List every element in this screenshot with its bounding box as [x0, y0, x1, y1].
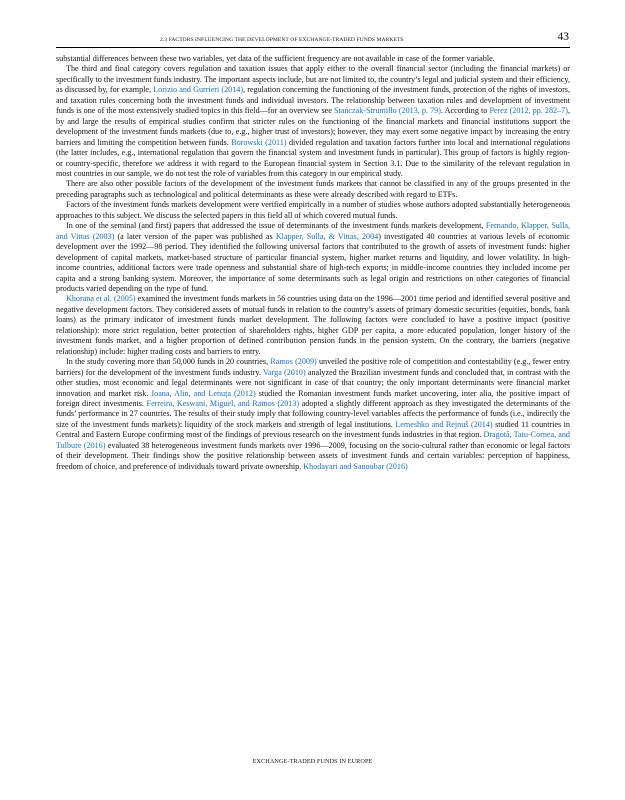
paragraph-text: ) investigated 40 countries at various levels of economic development over the 1992—98 period. They identified the following universal factors that contributed to the growth of assets of investment funds: higher development of capital markets, market-based structure of particular financial system, higher market returns and liquidity, and lower volatility. In high-income countries, additional factors were trade openness and substantial share of high-tech exports; in middle-income countries they included income per capita and a strong banking system. Moreover, the importance of some determinants such as legal origin and restrictions on other categories of financial products varied depending on the type of fund. [56, 231, 571, 293]
paragraph-text: substantial differences between these two variables, yet data of the sufficient frequency are not available in case of the former variable. [56, 54, 495, 63]
citation-link[interactable]: Stańczak-Strumiłło (2013, p. 79) [333, 106, 441, 116]
citation-link[interactable]: Ferreira, Keswani, Miguel, and Ramos (2013) [146, 398, 300, 408]
paragraph [56, 179, 570, 200]
citation-link[interactable]: Lorizio and Gurrieri (2014) [153, 85, 244, 95]
paragraph-text: analyzed the Brazilian investment funds and concluded that, in contrast with the other studies, most economic and legal determinants were not significant in case of that country; the only important determinants were financial market innovation and market risk. [56, 367, 571, 398]
paragraph-text: evaluated 38 heterogeneous investment funds markets over 1996—2009, focusing on the socio-cultural rather than economic or legal factors of their development. Their findings show the positive relationship between assets of investment funds and certain variables: perception of happiness, freedom of choice, and preference of individuals toward private ownership. [56, 440, 570, 471]
paragraph-text: studied 11 countries in Central and Eastern Europe confirming most of the findings of previous research on the investment funds industries in that region. [56, 419, 570, 440]
paragraph-text: . According to [440, 106, 490, 116]
citation-link[interactable]: Klapper, Sulla, & Vittas, 2004 [275, 231, 379, 241]
paragraph [56, 221, 570, 294]
paragraph-text: (a later version of the paper was published as [114, 231, 276, 241]
body-text [56, 54, 570, 472]
running-title: 2.3 FACTORS INFLUENCING THE DEVELOPMENT OF EXCHANGE-TRADED FUNDS MARKETS [160, 37, 404, 43]
paragraph-text: examined the investment funds markets in 56 countries using data on the 1996—2001 time period and identified several positive and negative development factors. They considered assets of mutual funds in relation to the country’s assets of primary domestic securities (equities, bonds, bank loans) as the primary indicator of investment funds market development. The following factors were concluded to have a positive impact (positive relationship): more strict regulation, better protection of shareholders rights, higher GDP per capita, a more educated population, longer history of the investment funds market, and a higher proportion of defined contribution pension funds in the pension system. On the contrary, the barriers (negative relationship) include: higher trading costs and barriers to entry. [56, 294, 570, 356]
citation-link[interactable]: Ramos (2009) [270, 357, 317, 367]
paragraph [56, 294, 570, 357]
paragraph-text: Factors of the investment funds markets development were verified empirically in a number of studies whose authors adopted substantially heterogeneous approaches to this subject. We discuss the selected papers in this field all of which covered mutual funds. [56, 200, 570, 220]
page-header [56, 29, 570, 48]
paragraph [56, 64, 570, 179]
citation-link[interactable]: Varga (2010) [263, 367, 306, 377]
citation-link[interactable]: Khodayari and Sanoubar (2016) [303, 461, 408, 471]
citation-link[interactable]: Dragotă, Tatu-Cornea, and Tulbure (2016) [56, 430, 570, 450]
paragraph-text: , regulation concerning the functioning of the investment funds, protection of the rights of investors, and taxation rules concerning both the investment funds and individual investors. The relationship between taxation rules and development of investment funds is one of the most extensively studied topics in this field—for an overview see [56, 85, 570, 116]
paragraph-text: adopted a slightly different approach as they investigated the determinants of the funds’ performance in 27 countries. The results of their study imply that following country-level variables affects the performance of funds (i.e., indirectly the size of the investment funds markets): liquidity of the stock markets and strength of legal institutions. [56, 398, 570, 429]
paragraph-text: In one of the seminal (and first) papers that addressed the issue of determinants of the investment funds markets development, [66, 221, 486, 231]
paragraph [56, 54, 570, 64]
paragraph [56, 200, 570, 221]
paragraph [56, 357, 570, 472]
paragraph-text: studied the Romanian investment funds market uncovering, inter alia, the positive impact of foreign direct investments. [56, 388, 571, 408]
citation-link[interactable]: Fernando, Klapper, Sulla, and Vittas (2003) [56, 221, 571, 241]
citation-link[interactable]: Khorana et al. (2005) [66, 294, 136, 304]
page-number: 43 [557, 31, 569, 43]
paragraph-text: divided regulation and taxation factors further into local and international regulations (the latter includes, e.g., international regulation that govern the financial system and investment funds in particular). This group of factors is highly region- or country-specific, therefore we address it with regard to the European financial system in Section 3.1. Due to the similarity of the relevant regulation in most countries in our sample, we do not test the role of variables from this category in our empirical study. [56, 137, 570, 178]
paragraph-text: There are also other possible factors of the development of the investment funds markets that cannot be classified in any of the groups presented in the preceding paragraphs such as technological and political determinants as these were already described with regard to ETFs. [56, 179, 570, 199]
citation-link[interactable]: Lemeshko and Rejnuš (2014) [395, 419, 493, 429]
paragraph-text: The third and final category covers regulation and taxation issues that apply either to the overall financial sector (including the financial markets) or specifically to the investment funds industry. The important aspects include, but are not limited to, the country’s legal and judicial system and their efficiency, as discussed by, for example, [56, 64, 570, 95]
page-footer: EXCHANGE-TRADED FUNDS IN EUROPE [252, 758, 373, 765]
citation-link[interactable]: Perez (2012, pp. 282–7) [489, 106, 568, 116]
citation-link[interactable]: Borowski (2011) [231, 137, 287, 147]
paragraph-text: , by and large the results of empirical studies confirm that stricter rules on the functioning of the financial markets and financial institutions support the development of the investment funds markets (due to, e.g., higher trust of investors); however, they may exert some negative impact by increasing the entry barriers and limiting the competition between funds. [56, 106, 570, 147]
paragraph-text: In the study covering more than 50,000 funds in 20 countries, [66, 357, 271, 367]
citation-link[interactable]: Ioana, Alin, and Lenuța (2012) [151, 388, 256, 398]
paragraph-text: unveiled the positive role of competition and contestability (e.g., fewer entry barriers) for the development of the investment funds industry. [56, 357, 570, 377]
